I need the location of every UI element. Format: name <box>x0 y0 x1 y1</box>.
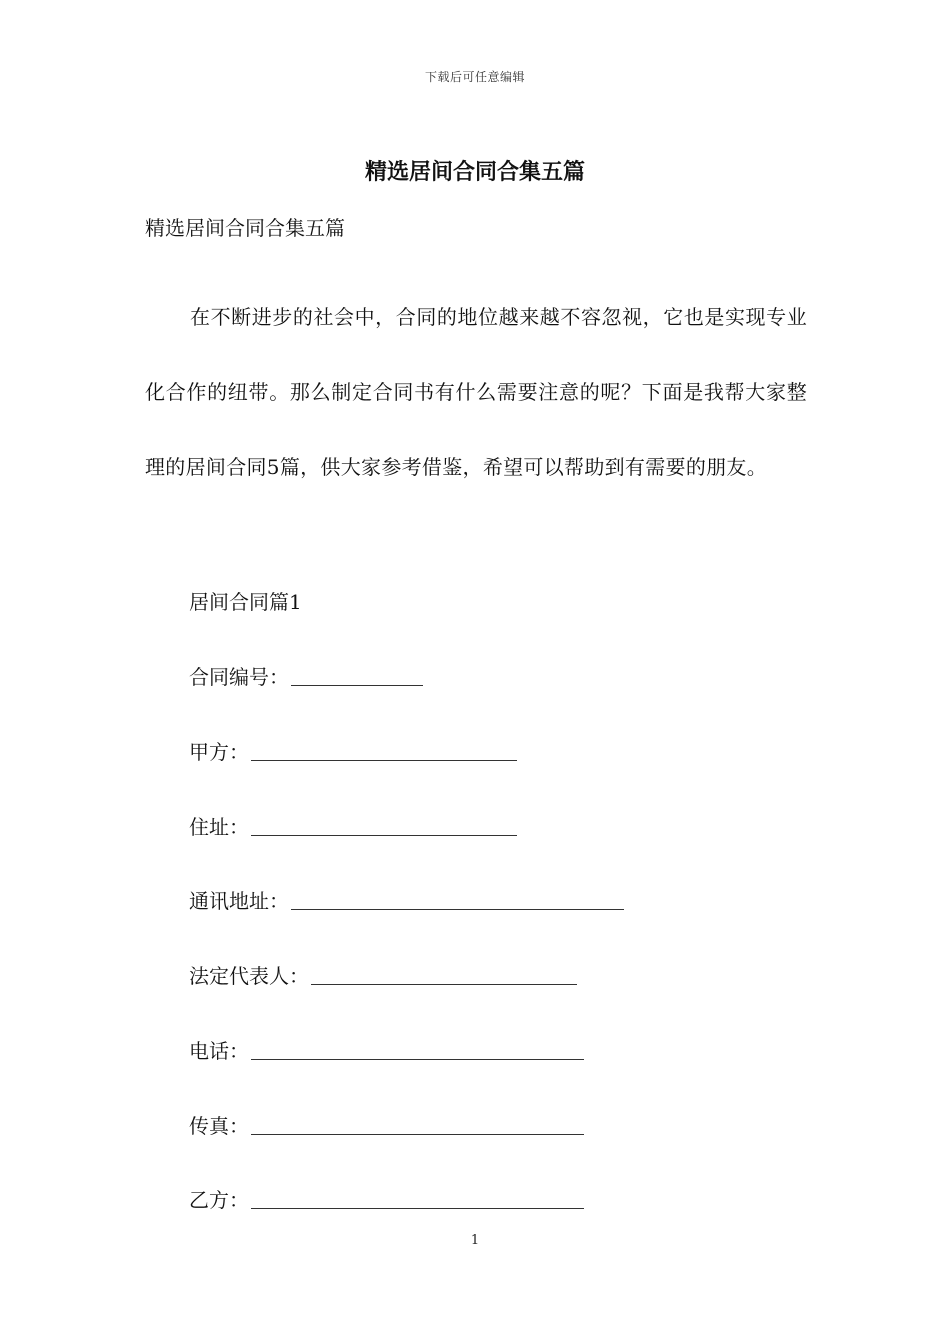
legal-representative-field <box>189 960 577 989</box>
phone-field <box>189 1035 584 1064</box>
party-a-field <box>189 736 517 765</box>
contract-number-blank <box>291 667 423 686</box>
header-note: 下载后可任意编辑 <box>424 70 525 84</box>
party-a-blank <box>251 742 517 761</box>
phone-label: 电话： <box>189 1039 249 1063</box>
fax-blank <box>251 1116 584 1135</box>
party-b-field <box>189 1184 584 1213</box>
legal-representative-blank <box>311 966 577 985</box>
address-field <box>189 811 517 840</box>
fax-field <box>189 1110 584 1139</box>
contract-number-label: 合同编号： <box>189 665 289 689</box>
fax-label: 传真： <box>189 1114 249 1138</box>
intro-paragraph: 在不断进步的社会中，合同的地位越来越不容忽视，它也是实现专业化合作的纽带。那么制定合同书有什么需要注意的呢？下面是我帮大家整理的居间合同5篇，供大家参考借鉴，希望可以帮助到有需要的朋友。 <box>145 305 807 479</box>
party-a-label: 甲方： <box>189 740 249 764</box>
party-b-label: 乙方： <box>189 1188 249 1212</box>
mailing-address-blank <box>291 891 624 910</box>
mailing-address-field <box>189 885 624 914</box>
document-subtitle: 精选居间合同合集五篇 <box>145 216 345 240</box>
phone-blank <box>251 1041 584 1060</box>
mailing-address-label: 通讯地址： <box>189 889 289 913</box>
section-heading: 居间合同篇1 <box>189 590 302 614</box>
page-number: 1 <box>470 1233 480 1248</box>
contract-number-field <box>189 661 423 690</box>
address-blank <box>251 817 517 836</box>
legal-representative-label: 法定代表人： <box>189 964 309 988</box>
address-label: 住址： <box>189 815 249 839</box>
document-title: 精选居间合同合集五篇 <box>364 159 585 185</box>
party-b-blank <box>251 1190 584 1209</box>
